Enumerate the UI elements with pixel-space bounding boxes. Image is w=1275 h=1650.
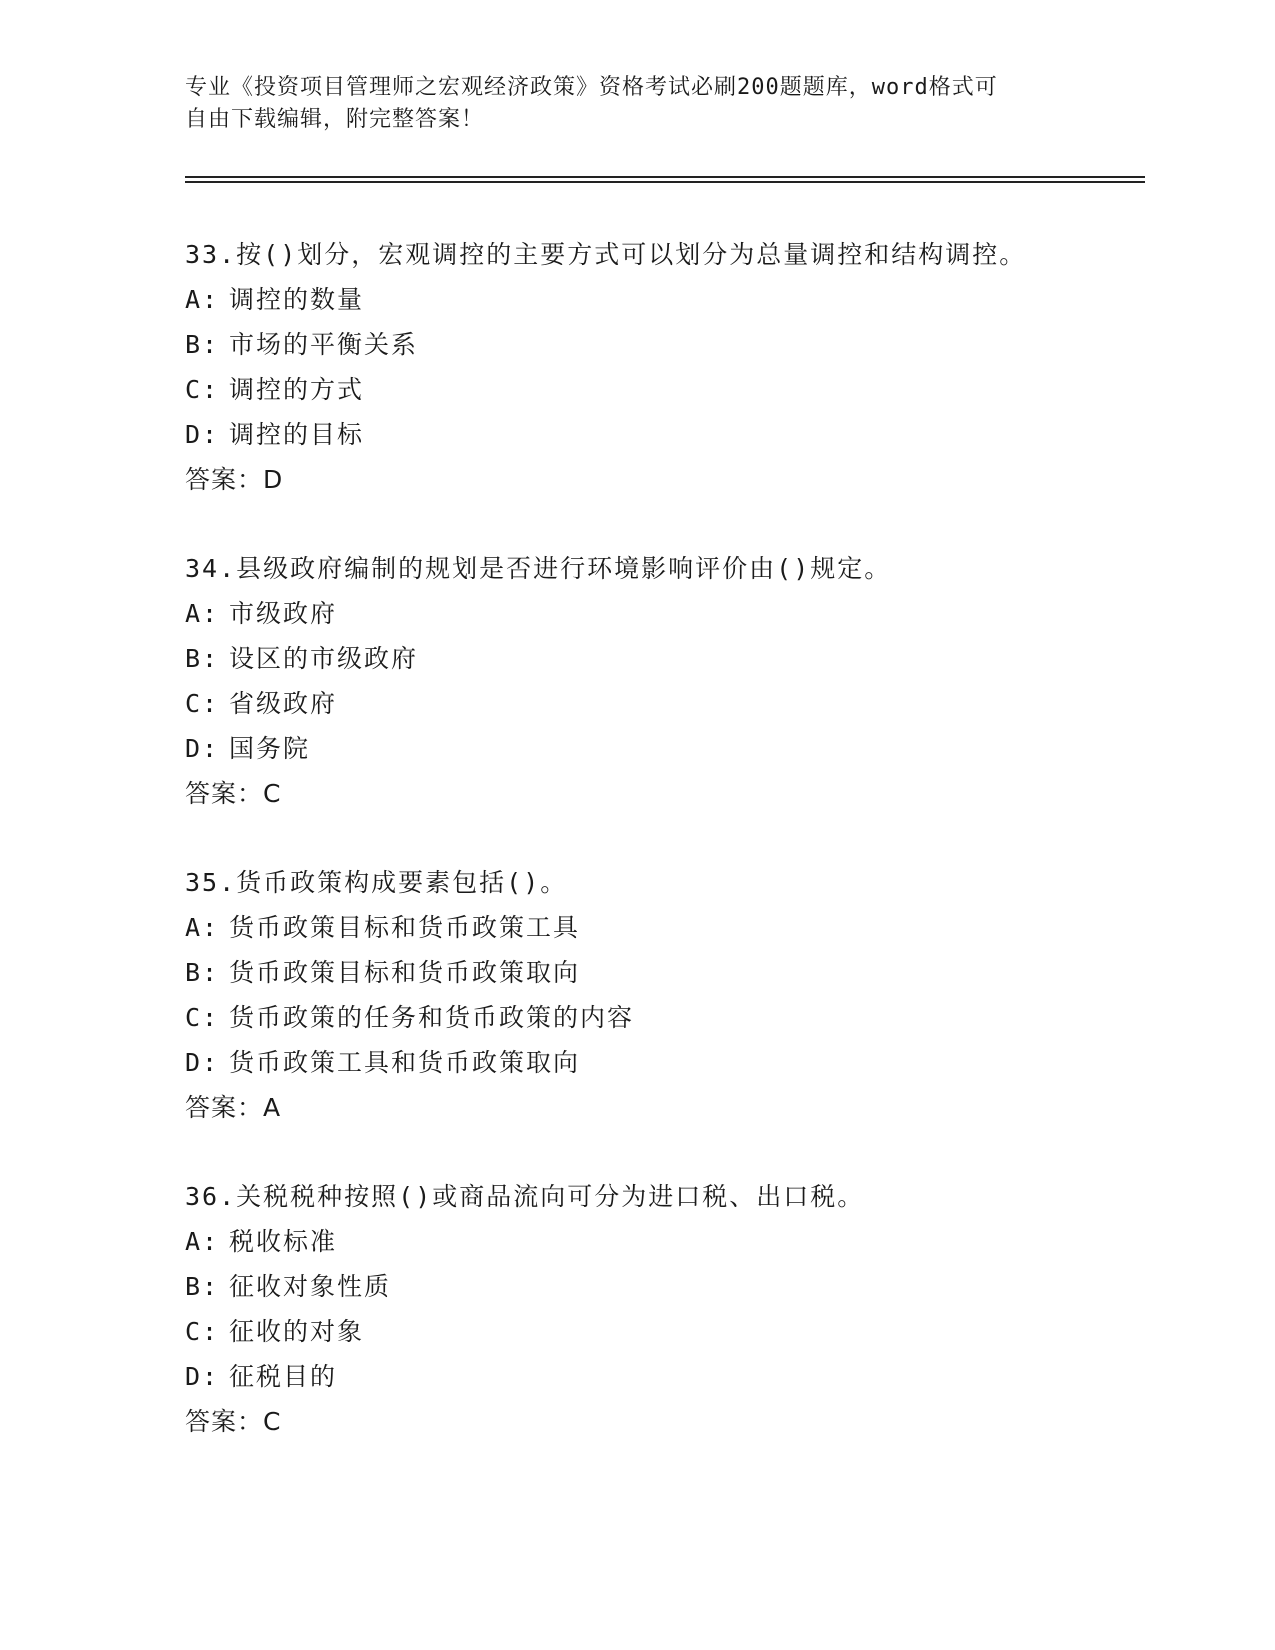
option-text: 调控的目标 [229,420,365,449]
option-text: 国务院 [229,734,311,763]
answer-line: 答案：C [185,779,282,808]
option-letter: A: [185,285,220,314]
question-stem: 35.货币政策构成要素包括()。 [185,868,568,897]
option-letter: B: [185,1272,220,1301]
answer-line: 答案：C [185,1407,282,1436]
option-letter: D: [185,734,220,763]
option-letter: D: [185,420,220,449]
option-letter: D: [185,1362,220,1391]
option-letter: C: [185,689,220,718]
option-letter: C: [185,1003,220,1032]
option-a [185,591,1145,636]
option-letter: B: [185,958,220,987]
question-stem: 36.关税税种按照()或商品流向可分为进口税、出口税。 [185,1182,865,1211]
option-d [185,1354,1145,1399]
header-divider-top [185,176,1145,178]
option-text: 税收标准 [229,1227,338,1256]
answer-line: 答案：A [185,1093,282,1122]
question-35 [185,860,1145,1130]
option-b [185,636,1145,681]
option-d [185,1040,1145,1085]
option-letter: C: [185,375,220,404]
option-c [185,367,1145,412]
option-text: 征税目的 [229,1362,338,1391]
header-line-2: 自由下载编辑，附完整答案！ [185,107,485,132]
option-text: 设区的市级政府 [229,644,419,673]
option-text: 货币政策的任务和货币政策的内容 [229,1003,635,1032]
question-list [185,232,1145,1488]
option-text: 市场的平衡关系 [229,330,419,359]
option-b [185,1264,1145,1309]
option-letter: C: [185,1317,220,1346]
question-34 [185,546,1145,816]
question-33 [185,232,1145,502]
header-divider-bottom [185,181,1145,183]
option-a [185,1219,1145,1264]
option-b [185,322,1145,367]
option-text: 征收对象性质 [229,1272,392,1301]
option-c [185,1309,1145,1354]
document-header [185,72,1085,136]
option-a [185,905,1145,950]
option-c [185,681,1145,726]
option-text: 货币政策目标和货币政策工具 [229,913,581,942]
option-text: 货币政策目标和货币政策取向 [229,958,581,987]
option-letter: B: [185,330,220,359]
header-line-1: 专业《投资项目管理师之宏观经济政策》资格考试必刷200题题库，word格式可 [185,75,998,100]
option-c [185,995,1145,1040]
option-text: 调控的数量 [229,285,365,314]
option-d [185,412,1145,457]
question-36 [185,1174,1145,1444]
option-text: 货币政策工具和货币政策取向 [229,1048,581,1077]
option-b [185,950,1145,995]
question-stem: 34.县级政府编制的规划是否进行环境影响评价由()规定。 [185,554,892,583]
option-a [185,277,1145,322]
option-letter: A: [185,1227,220,1256]
option-letter: B: [185,644,220,673]
option-letter: A: [185,599,220,628]
option-d [185,726,1145,771]
option-text: 征收的对象 [229,1317,365,1346]
answer-line: 答案：D [185,465,284,494]
option-text: 省级政府 [229,689,338,718]
option-letter: A: [185,913,220,942]
option-letter: D: [185,1048,220,1077]
option-text: 调控的方式 [229,375,365,404]
question-stem: 33.按()划分，宏观调控的主要方式可以划分为总量调控和结构调控。 [185,240,1027,269]
option-text: 市级政府 [229,599,338,628]
